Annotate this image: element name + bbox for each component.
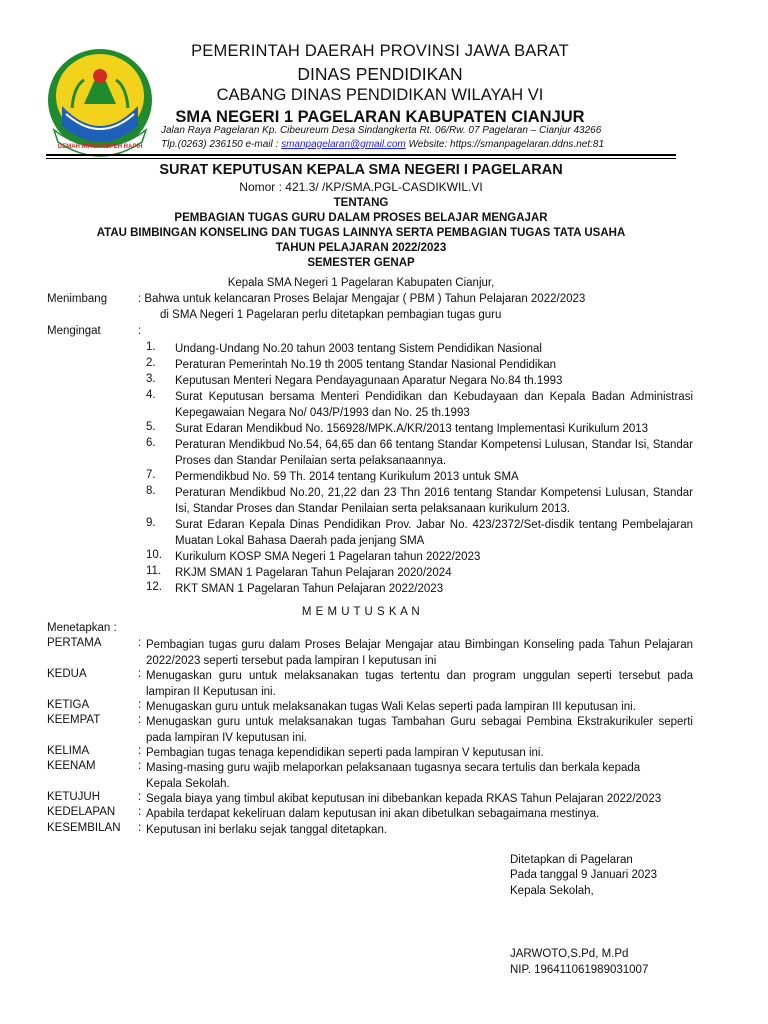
mengingat-num: 11. bbox=[146, 565, 162, 577]
mengingat-item: Peraturan Pemerintah No.19 th 2005 tentang Standar Nasional Pendidikan bbox=[175, 359, 557, 371]
mengingat-item: Keputusan Menteri Negara Pendayagunaan Aparatur Negara No.84 th.1993 bbox=[175, 375, 563, 387]
decision-colon: : bbox=[138, 699, 142, 711]
logo-motto: GEMAH RIPAH REPEH RAPIH bbox=[57, 144, 143, 150]
mengingat-num: 3. bbox=[146, 373, 156, 385]
decision-label: KELIMA bbox=[47, 745, 90, 757]
header-divider-thick bbox=[46, 154, 676, 156]
decision-label: KETUJUH bbox=[47, 791, 101, 803]
document-number: Nomor : 421.3/ /KP/SMA.PGL-CASDIKWIL.VI bbox=[239, 180, 483, 194]
mengingat-num: 9. bbox=[146, 517, 156, 529]
decision-label: KEEMPAT bbox=[47, 714, 101, 726]
decision-colon: : bbox=[138, 806, 142, 818]
decision-colon: : bbox=[138, 668, 142, 680]
mengingat-item: RKT SMAN 1 Pagelaran Tahun Pelajaran 2022/2023 bbox=[175, 583, 444, 595]
menimbang-label: Menimbang bbox=[47, 293, 108, 305]
mengingat-colon: : bbox=[138, 325, 142, 337]
title-subject-4: SEMESTER GENAP bbox=[307, 257, 415, 269]
mengingat-num: 5. bbox=[146, 421, 156, 433]
decision-label: KEENAM bbox=[47, 760, 96, 772]
decision-label: PERTAMA bbox=[47, 637, 102, 649]
mengingat-item: Surat Edaran Mendikbud No. 156928/MPK.A/KR/2013 tentang Implementasi Kurikulum 2013 bbox=[175, 423, 649, 435]
header-email-link[interactable]: smanpagelaran@gmail.com bbox=[281, 139, 406, 150]
menetapkan-label: Menetapkan : bbox=[47, 622, 117, 634]
logo-sun bbox=[93, 69, 107, 83]
mengingat-num: 12. bbox=[146, 581, 162, 593]
header-line-3: CABANG DINAS PENDIDIKAN WILAYAH VI bbox=[216, 86, 544, 104]
mengingat-num: 7. bbox=[146, 469, 156, 481]
title-tentang: TENTANG bbox=[333, 197, 389, 209]
decision-colon: : bbox=[138, 822, 142, 834]
decision-colon: : bbox=[138, 714, 142, 726]
decision-text: Menugaskan guru untuk melaksanakan tugas tertentu dan program unggulan seperti tersebut pada lampiran II Keputusan ini. bbox=[146, 670, 693, 698]
title-subject-2: ATAU BIMBINGAN KONSELING DAN TUGAS LAINNYA SERTA PEMBAGIAN TUGAS TATA USAHA bbox=[96, 227, 626, 239]
decision-label: KETIGA bbox=[47, 699, 90, 711]
header-line-2: DINAS PENDIDIKAN bbox=[297, 64, 463, 84]
header-phone: Tlp.(0263) 236150 e-mail : bbox=[161, 139, 282, 150]
decision-label: KESEMBILAN bbox=[47, 822, 121, 834]
mengingat-num: 6. bbox=[146, 437, 156, 449]
mengingat-item: RKJM SMAN 1 Pagelaran Tahun Pelajaran 2020/2024 bbox=[175, 567, 452, 579]
mengingat-num: 2. bbox=[146, 357, 156, 369]
header-divider-thin bbox=[46, 158, 676, 159]
signature-nip: NIP. 196411061989031007 bbox=[510, 964, 649, 976]
mengingat-item: Undang-Undang No.20 tahun 2003 tentang Sistem Pendidikan Nasional bbox=[175, 343, 542, 355]
decision-text: Masing-masing guru wajib melaporkan pelaksanaan tugasnya secara tertulis dan berkala kepada Kepala Sekolah. bbox=[146, 762, 641, 790]
mengingat-item: Surat Keputusan bersama Menteri Pendidikan dan Kebudayaan dan Kepala Badan Administrasi Kepegawaian Negara No/ 043/P/1993 dan No. 25 th.1993 bbox=[175, 391, 693, 419]
decision-text: Menugaskan guru untuk melaksanakan tugas Wali Kelas seperti pada lampiran III keputusan ini. bbox=[146, 701, 636, 713]
mengingat-num: 4. bbox=[146, 389, 156, 401]
decision-colon: : bbox=[138, 760, 142, 772]
decision-text: Apabila terdapat kekeliruan dalam keputusan ini akan dibetulkan sebagaimana mestinya. bbox=[146, 808, 600, 820]
menimbang-line-1: : Bahwa untuk kelancaran Proses Belajar Mengajar ( PBM ) Tahun Pelajaran 2022/2023 bbox=[138, 293, 586, 305]
mengingat-item: Kurikulum KOSP SMA Negeri 1 Pagelaran tahun 2022/2023 bbox=[175, 551, 481, 563]
decision-colon: : bbox=[138, 637, 142, 649]
header-website: Website: https://smanpagelaran.ddns.net:81 bbox=[405, 139, 605, 150]
mengingat-num: 1. bbox=[146, 341, 156, 353]
school-logo bbox=[44, 46, 156, 158]
header-line-1: PEMERINTAH DAERAH PROVINSI JAWA BARAT bbox=[191, 42, 569, 60]
signature-date: Pada tanggal 9 Januari 2023 bbox=[510, 869, 658, 881]
mengingat-item: Peraturan Mendikbud No.20, 21,22 dan 23 Thn 2016 tentang Standar Kompetensi Lulusan, Standar Isi, Standar Proses dan Standar Penilaian serta pelaksanaan kurikulum 2013. bbox=[175, 487, 693, 515]
decision-text: Segala biaya yang timbul akibat keputusan ini dibebankan kepada RKAS Tahun Pelajaran 2022/2023 bbox=[146, 793, 662, 805]
header-contact bbox=[161, 139, 604, 150]
menimbang-line-2: di SMA Negeri 1 Pagelaran perlu ditetapkan pembagian tugas guru bbox=[160, 309, 502, 321]
decision-text: Menugaskan guru untuk melaksanakan tugas Tambahan Guru sebagai Pembina Ekstrakurikuler seperti pada lampiran IV keputusan ini. bbox=[146, 716, 693, 744]
mengingat-item: Surat Edaran Kepala Dinas Pendidikan Prov. Jabar No. 423/2372/Set-disdik tentang Pembelajaran Muatan Lokal Bahasa Daerah pada jenjang SMA bbox=[175, 519, 693, 547]
mengingat-num: 10. bbox=[146, 549, 162, 561]
document-title: SURAT KEPUTUSAN KEPALA SMA NEGERI I PAGELARAN bbox=[159, 162, 563, 178]
decision-text: Keputusan ini berlaku sejak tanggal ditetapkan. bbox=[146, 824, 388, 836]
memutuskan-heading: M E M U T U S K A N bbox=[301, 606, 421, 618]
decision-text: Pembagian tugas tenaga kependidikan seperti pada lampiran V keputusan ini. bbox=[146, 747, 544, 759]
signature-place: Ditetapkan di Pagelaran bbox=[510, 854, 633, 866]
mengingat-label: Mengingat bbox=[47, 325, 101, 337]
header-address: Jalan Raya Pagelaran Kp. Cibeureum Desa Sindangkerta Rt. 06/Rw. 07 Pagelaran – Cianjur 43266 bbox=[161, 125, 602, 136]
mengingat-num: 8. bbox=[146, 485, 156, 497]
signature-role: Kepala Sekolah, bbox=[510, 885, 594, 897]
decision-label: KEDELAPAN bbox=[47, 806, 116, 818]
decision-text: Pembagian tugas guru dalam Proses Belajar Mengajar atau Bimbingan Konseling pada Tahun Pelajaran 2022/2023 seperti tersebut pada lampiran I keputusan ini bbox=[146, 639, 693, 667]
mengingat-item: Permendikbud No. 59 Th. 2014 tentang Kurikulum 2013 untuk SMA bbox=[175, 471, 519, 483]
signature-name: JARWOTO,S.Pd, M.Pd bbox=[510, 948, 629, 960]
decision-colon: : bbox=[138, 791, 142, 803]
decision-label: KEDUA bbox=[47, 668, 87, 680]
header-school-name: SMA NEGERI 1 PAGELARAN KABUPATEN CIANJUR bbox=[175, 108, 585, 126]
title-subject-1: PEMBAGIAN TUGAS GURU DALAM PROSES BELAJAR MENGAJAR bbox=[174, 212, 548, 224]
decision-colon: : bbox=[138, 745, 142, 757]
title-subject-3: TAHUN PELAJARAN 2022/2023 bbox=[275, 242, 447, 254]
intro-line: Kepala SMA Negeri 1 Pagelaran Kabupaten Cianjur, bbox=[227, 277, 495, 289]
mengingat-item: Peraturan Mendikbud No.54, 64,65 dan 66 tentang Standar Kompetensi Lulusan, Standar Isi, Standar Proses dan Standar Penilaian serta pelaksanaannya. bbox=[175, 439, 693, 467]
